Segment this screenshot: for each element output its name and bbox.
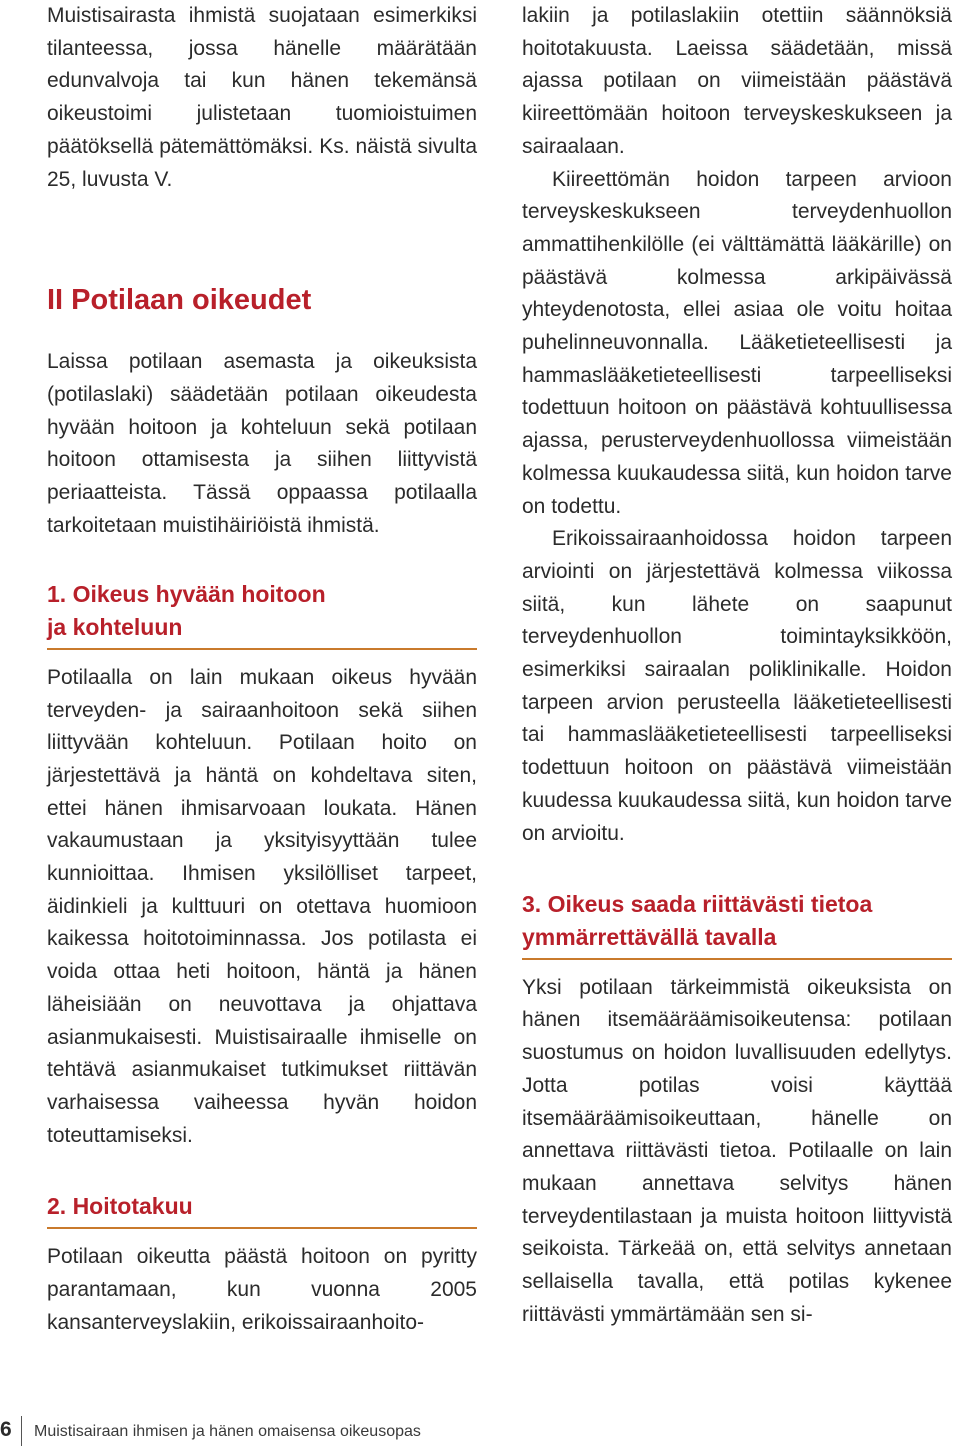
heading-3-line1: 3. Oikeus saada riittävästi tietoa bbox=[522, 891, 873, 918]
heading-1-line2: ja kohteluun bbox=[47, 614, 183, 641]
section-paragraph: Laissa potilaan asemasta ja oikeuksista (potilaslaki) säädetään potilaan oikeudesta hyvään hoitoon ja kohteluun sekä potilaan hoitoon ottamisesta ja siihen liittyvistä periaatteista. Tässä oppaassa potilaalla tarkoitetaan muistihäiriöistä ihmistä. bbox=[47, 350, 477, 537]
heading-3-paragraph: Yksi potilaan tärkeimmistä oikeuksista on hänen itsemääräämisoikeutensa: potilaan suostumus on hoidon luvallisuuden edellytys. Jotta potilas voisi käyttää itsemääräämisoikeuttaan, hänelle on annettava riittävästi tietoa. Potilaalle on lain mukaan annettava selvitys hänen terveydentilastaan ja muista hoitoon liittyvistä seikoista. Tärkeää on, että selvitys annetaan sellaisella tavalla, että potilas kykenee riittävästi ymmärtämään sen si- bbox=[522, 975, 952, 1326]
right-paragraph-2: Kiireettömän hoidon tarpeen arvioon terveyskeskukseen terveydenhuollon ammattihenkilölle (ei välttämättä lääkärille) on päästävä kolmessa arkipäivässä yhteydenotosta, ellei asiaa ole voitu hoitaa puhelinneuvonnalla. Lääketieteellisesti ja hammaslääketieteellisesti tarpeelliseksi todettuun hoitoon on päästävä kohtuullisessa ajassa, perusterveydenhuollossa viimeistään kolmessa kuukaudessa siitä, kun hoidon tarve on todettu. bbox=[522, 167, 952, 518]
heading-1-line1: 1. Oikeus hyvään hoitoon bbox=[47, 581, 326, 608]
page-number: 6 bbox=[0, 1418, 12, 1441]
heading-1-rule bbox=[47, 648, 477, 650]
right-paragraph-3: Erikoissairaanhoidossa hoidon tarpeen arviointi on järjestettävä kolmessa viikossa siitä, kun lähete on saapunut terveydenhuollon toimintayksikköön, esimerkiksi sairaalan poliklinikalle. Hoidon tarpeen arvion perusteella lääketieteellisesti tai hammaslääketieteellisesti tarpeelliseksi todettuun hoitoon on päästävä viimeistään kuudessa kuukaudessa siitä, kun hoidon tarve on arvioitu. bbox=[522, 527, 952, 845]
heading-3-line2: ymmärrettävällä tavalla bbox=[522, 923, 777, 950]
left-column bbox=[47, 0, 477, 1339]
footer-title: Muistisairaan ihmisen ja hänen omaisensa oikeusopas bbox=[34, 1423, 421, 1440]
heading-3-rule bbox=[522, 958, 952, 960]
heading-2: 2. Hoitotakuu bbox=[47, 1193, 193, 1220]
heading-1-paragraph: Potilaalla on lain mukaan oikeus hyvään terveyden- ja sairaanhoitoon sekä siihen liittyvään kohteluun. Potilaan hoito on järjestettävä ja häntä on kohdeltava siten, ettei hänen ihmisarvoaan loukata. Hänen vakaumustaan ja yksityisyyttään tulee kunnioittaa. Ihmisen yksilölliset tarpeet, äidinkieli ja kulttuuri on otettava huomioon kaikessa hoitotoiminnassa. Jos potilasta ei voida ottaa heti hoitoon, häntä ja hänen läheisiään on neuvottava ja ohjattava asianmukaisesti. Muistisairaalle ihmiselle on tehtävä asianmukaiset tutkimukset riittävän varhaisessa vaiheessa hyvän hoidon toteuttamiseksi. bbox=[47, 665, 477, 1147]
page-footer bbox=[0, 1414, 960, 1448]
heading-2-rule bbox=[47, 1227, 477, 1229]
intro-paragraph: Muistisairasta ihmistä suojataan esimerkiksi tilanteessa, jossa hänelle määrätään edunvalvoja tai kun hänen tekemänsä oikeustoimi julistetaan tuomioistuimen päätöksellä pätemättömäksi. Ks. näistä sivulta 25, luvusta V. bbox=[47, 4, 477, 191]
section-title: II Potilaan oikeudet bbox=[47, 284, 312, 317]
right-column bbox=[522, 0, 952, 1331]
footer-divider bbox=[21, 1416, 22, 1446]
right-paragraph-1: lakiin ja potilaslakiin otettiin säännöksiä hoitotakuusta. Laeissa säädetään, missä ajassa potilaan on viimeistään päästävä kiireettömään hoitoon terveyskeskukseen ja sairaalaan. bbox=[522, 4, 952, 158]
heading-2-paragraph: Potilaan oikeutta päästä hoitoon on pyritty parantamaan, kun vuonna 2005 kansanterveyslakiin, erikoissairaanhoito- bbox=[47, 1245, 477, 1334]
